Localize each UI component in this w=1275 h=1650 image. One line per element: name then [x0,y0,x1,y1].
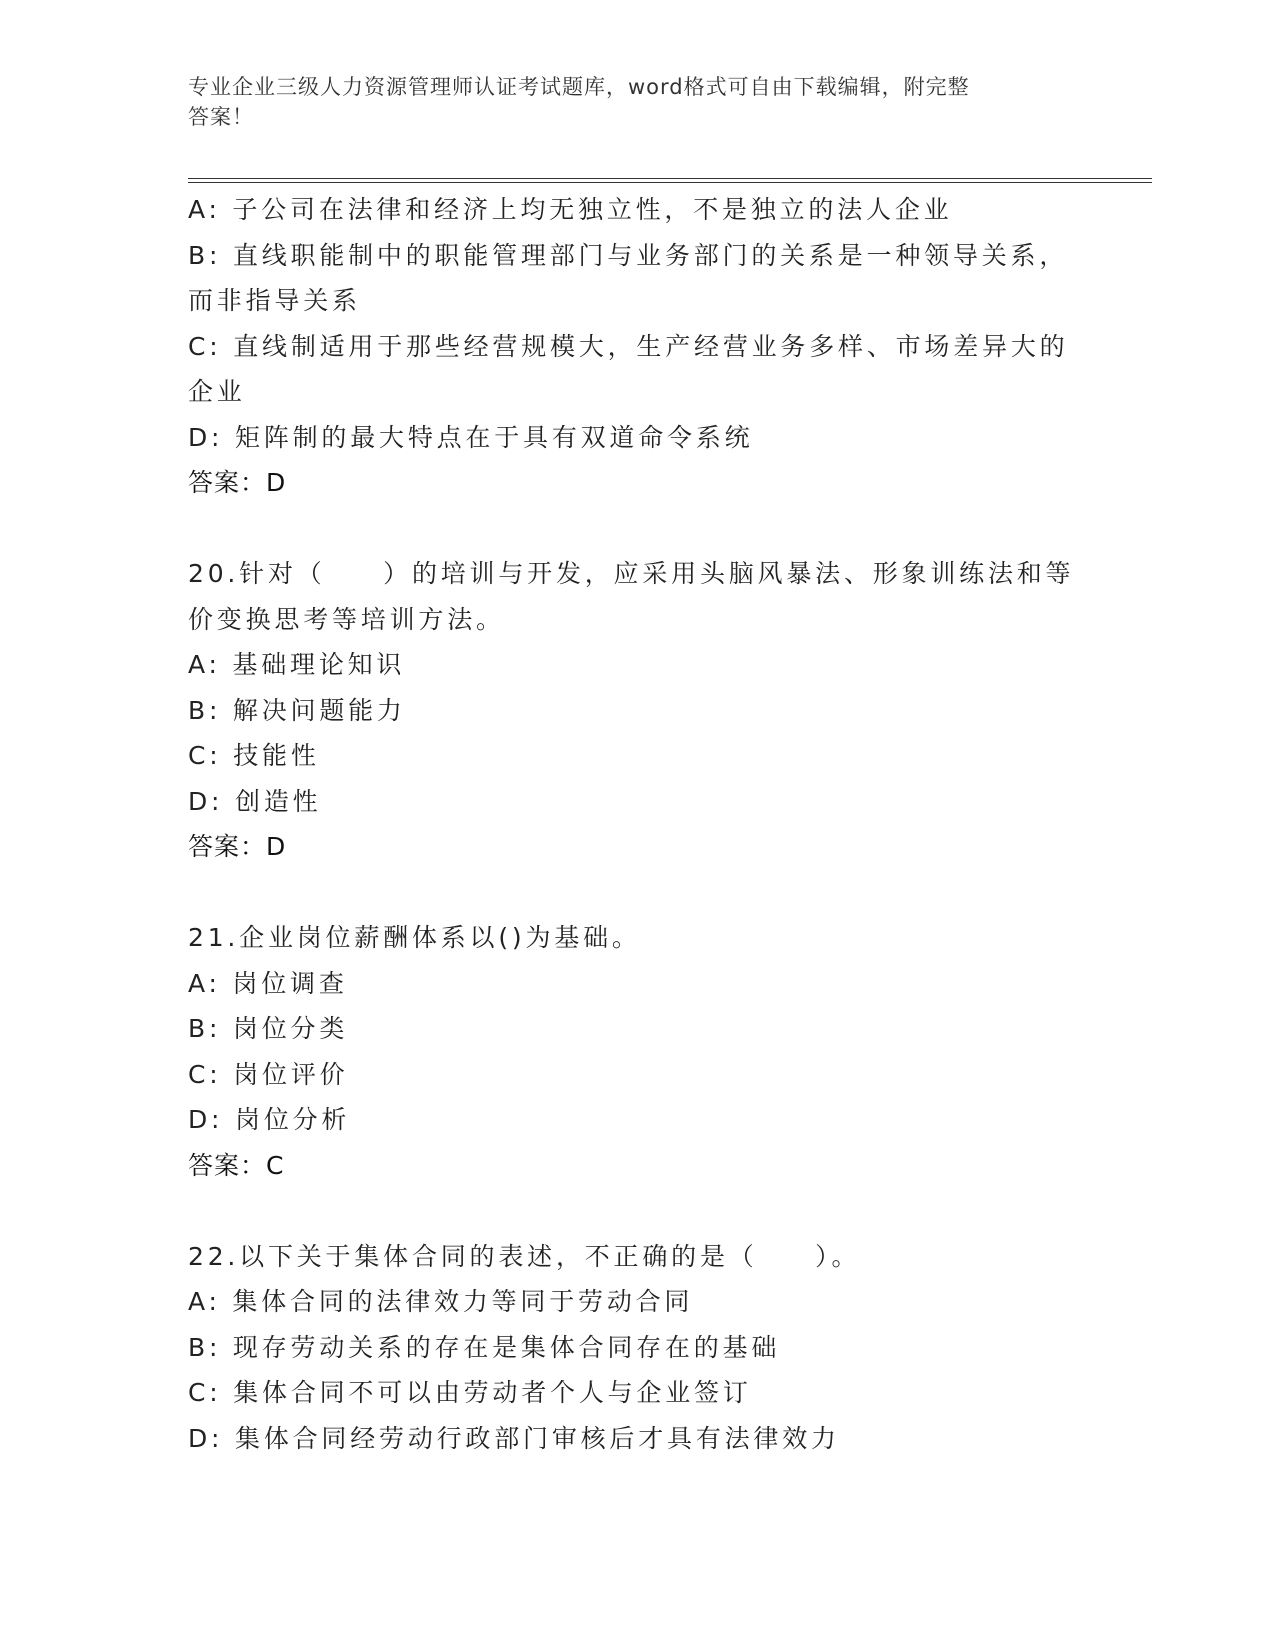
q22-option-a: A: 集体合同的法律效力等同于劳动合同 [188,1287,694,1316]
question-22-block [188,1234,1088,1462]
document-header [188,72,1068,132]
q21-option-a: A: 岗位调查 [188,968,348,998]
q19-option-d: D: 矩阵制的最大特点在于具有双道命令系统 [188,422,754,452]
q19-answer: 答案：D [188,468,287,497]
q22-option-b: B: 现存劳动关系的存在是集体合同存在的基础 [188,1332,781,1362]
q22-option-d: D: 集体合同经劳动行政部门审核后才具有法律效力 [188,1423,840,1453]
header-line-2: 答案！ [188,105,254,129]
q19-option-a: A: 子公司在法律和经济上均无独立性，不是独立的法人企业 [188,195,953,224]
q19-option-b-line-2: 而非指导关系 [188,286,361,315]
q21-answer: 答案：C [188,1150,285,1180]
q19-option-c-line-2: 企业 [188,377,246,406]
header-divider-bottom [188,182,1152,183]
q22-option-c: C: 集体合同不可以由劳动者个人与企业签订 [188,1378,752,1407]
question-spacer [188,1188,1088,1234]
question-spacer [188,870,1088,916]
q21-option-d: D: 岗位分析 [188,1105,351,1134]
q20-option-a: A: 基础理论知识 [188,650,406,679]
q19-option-c-line-1: C: 直线制适用于那些经营规模大，生产经营业务多样、市场差异大的 [188,331,1069,361]
header-line-1: 专业企业三级人力资源管理师认证考试题库，word格式可自由下载编辑，附完整 [188,75,970,99]
q19-option-b-line-1: B: 直线职能制中的职能管理部门与业务部门的关系是一种领导关系， [188,240,1069,270]
q22-question: 22.以下关于集体合同的表述，不正确的是（ ）。 [188,1241,861,1271]
q20-option-c: C: 技能性 [188,741,320,770]
question-21-block [188,915,1088,1188]
q21-option-b: B: 岗位分类 [188,1014,349,1043]
question-19-block [188,187,1088,506]
q20-question-line-1: 20.针对（ ）的培训与开发，应采用头脑风暴法、形象训练法和等 [188,559,1075,588]
header-divider-top [188,178,1152,179]
question-20-block [188,551,1088,870]
q20-option-d: D: 创造性 [188,786,322,816]
q20-answer: 答案：D [188,832,287,861]
question-spacer [188,506,1088,552]
q21-option-c: C: 岗位评价 [188,1059,349,1089]
q21-question: 21.企业岗位薪酬体系以()为基础。 [188,923,641,952]
q20-question-line-2: 价变换思考等培训方法。 [188,604,505,634]
q20-option-b: B: 解决问题能力 [188,695,406,725]
question-list [188,187,1088,1461]
